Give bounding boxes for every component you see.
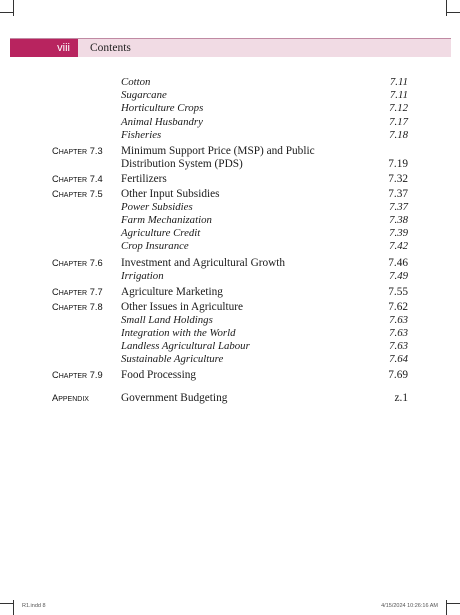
toc-chapter-row xyxy=(0,173,460,186)
toc-entry-row xyxy=(0,270,460,283)
toc-page-number: 7.37 xyxy=(388,188,408,200)
toc-chapter-row xyxy=(0,145,460,158)
toc-page-number: 7.63 xyxy=(389,340,408,352)
toc-chapter-row xyxy=(0,257,460,270)
toc-entry-title: Crop Insurance xyxy=(121,240,189,252)
toc-entry-row xyxy=(0,314,460,327)
toc-entry-title: Integration with the World xyxy=(121,327,236,339)
toc-page-number: 7.38 xyxy=(389,214,408,226)
toc-entry-row xyxy=(0,340,460,353)
toc-chapter-row xyxy=(0,286,460,299)
toc-entry-title: Food Processing xyxy=(121,369,197,381)
toc-page-number: 7.18 xyxy=(389,129,408,141)
toc-page-number: 7.62 xyxy=(388,301,408,313)
toc-entry-title: Cotton xyxy=(121,76,151,88)
toc-entry-title: Sustainable Agriculture xyxy=(121,353,224,365)
toc-page-number: 7.46 xyxy=(388,257,408,269)
toc-entry-title: Fisheries xyxy=(121,129,162,141)
toc-entry-title: Animal Husbandry xyxy=(121,116,203,128)
toc-page-number: 7.55 xyxy=(388,286,408,298)
toc-chapter-row xyxy=(0,369,460,382)
toc-page-number: 7.63 xyxy=(389,327,408,339)
toc-entry-row xyxy=(0,240,460,253)
toc-entry-row xyxy=(0,116,460,129)
toc-page-number: 7.63 xyxy=(389,314,408,326)
page-title: Contents xyxy=(90,42,131,54)
toc-entry-row xyxy=(0,158,460,171)
toc-entry-title: Other Input Subsidies xyxy=(121,188,220,200)
page-number: viii xyxy=(10,39,78,57)
toc-entry-title: Landless Agricultural Labour xyxy=(121,340,250,352)
toc-entry-title: Government Budgeting xyxy=(121,392,228,404)
toc-entry-row xyxy=(0,129,460,142)
toc-entry-row xyxy=(0,353,460,366)
toc-entry-row xyxy=(0,227,460,240)
toc-chapter-label: Chapter 7.4 xyxy=(52,174,103,184)
toc-entry-title: Distribution System (PDS) xyxy=(121,158,243,170)
toc-chapter-label: Chapter 7.3 xyxy=(52,146,103,156)
toc-chapter-label: Chapter 7.8 xyxy=(52,302,103,312)
toc-chapter-label: Chapter 7.9 xyxy=(52,370,103,380)
toc-entry-row xyxy=(0,201,460,214)
toc-page-number: z.1 xyxy=(394,392,408,404)
toc-entry-row xyxy=(0,89,460,102)
toc-entry-title: Horticulture Crops xyxy=(121,102,204,114)
toc-page-number: 7.64 xyxy=(389,353,408,365)
toc-entry-title: Farm Mechanization xyxy=(121,214,212,226)
toc-page-number: 7.11 xyxy=(389,89,408,101)
toc-entry-row xyxy=(0,76,460,89)
toc-page-number: 7.37 xyxy=(389,201,408,213)
toc-entry-row xyxy=(0,102,460,115)
toc-page-number: 7.49 xyxy=(389,270,408,282)
toc-page-number: 7.69 xyxy=(388,369,408,381)
toc-page-number: 7.11 xyxy=(389,76,408,88)
toc-entry-title: Agriculture Credit xyxy=(121,227,201,239)
toc-page-number: 7.32 xyxy=(388,173,408,185)
toc-entry-title: Power Subsidies xyxy=(121,201,193,213)
toc-entry-title: Investment and Agricultural Growth xyxy=(121,257,286,269)
toc-chapter-row xyxy=(0,301,460,314)
toc-entry-title: Irrigation xyxy=(121,270,164,282)
toc-chapter-label: Chapter 7.5 xyxy=(52,189,103,199)
toc-page-number: 7.19 xyxy=(388,158,408,170)
footer-timestamp: 4/15/2024 10:26:16 AM xyxy=(381,603,438,609)
toc-entry-row xyxy=(0,327,460,340)
toc-page-number: 7.42 xyxy=(389,240,408,252)
toc-chapter-label: Appendix xyxy=(52,393,89,403)
toc-chapter-row xyxy=(0,392,460,405)
footer-file-name: R1.indd 8 xyxy=(22,603,46,609)
toc-entry-title: Small Land Holdings xyxy=(121,314,213,326)
toc-entry-title: Sugarcane xyxy=(121,89,167,101)
toc-page-number: 7.12 xyxy=(389,102,408,114)
toc-chapter-row xyxy=(0,188,460,201)
toc-entry-title: Fertilizers xyxy=(121,173,167,185)
toc-page-number: 7.39 xyxy=(389,227,408,239)
toc-entry-title: Minimum Support Price (MSP) and Public xyxy=(121,145,315,157)
toc-entry-title: Agriculture Marketing xyxy=(121,286,223,298)
toc-chapter-label: Chapter 7.6 xyxy=(52,258,103,268)
toc-entry-row xyxy=(0,214,460,227)
toc-page-number: 7.17 xyxy=(389,116,408,128)
toc-chapter-label: Chapter 7.7 xyxy=(52,287,103,297)
toc-entry-title: Other Issues in Agriculture xyxy=(121,301,244,313)
